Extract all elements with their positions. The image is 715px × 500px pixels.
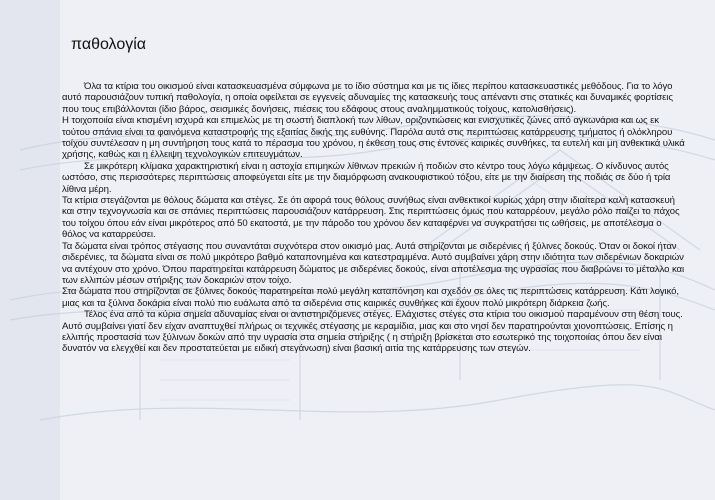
paragraph-4: Τα κτίρια στεγάζονται με θόλους δώματα και στέγες. Σε ότι αφορά τους θόλους συνήθως είναι ανθεκτικοί κυρίως χάρη στην ιδιαίτερα καλή κατασκευή και στην τεχνογνωσία και σε σπάνιες περιπτώσεις παρουσιάζουν κατάρρευση. Στις περιπτώσεις όμως που καταρρέουν, μεγάλο ρόλο παίζει το πάχος του τοίχου όπου εάν είναι μικρότερος από 50 εκατοστά, με την πάροδο του χρόνου δεν καταφέρνει να συγκρατήσει τις ωθήσεις, με αποτέλεσμα ο θόλος να καταρρεύσει. — [62, 195, 680, 241]
page-margin-band — [0, 0, 60, 500]
paragraph-6: Στα δώματα που στηρίζονται σε ξύλινες δοκούς παρατηρείται πολύ μεγάλη καταπόνηση και σχεδόν σε όλες τις περιπτώσεις κατάρρευση. Κάτι λογικό, μιας και τα ξύλινα δοκάρια είναι πολύ πιο ευάλωτα από τα σιδερένια στις καιρικές συνθήκες και έχουν πολύ μικρότερη διάρκεια ζωής. — [62, 286, 679, 309]
body-text — [62, 81, 688, 355]
page-title: παθολογία — [71, 36, 147, 53]
paragraph-2: Η τοιχοποιία είναι κτισμένη ισχυρά και επιμελώς με τη σωστή διαπλοκή των λίθων, οριζοντιώσεις και ενισχυτικές ζώνες από αγκωνάρια και ως εκ τούτου σπάνια είναι τα φαινόμενα καταστροφής της εξαιτίας δικής της ευθύνης. Παρόλα αυτά στις περιπτώσεις κατάρρευσης τμήματος ή ολόκληρου τοίχου συντέλεσαν η μη συντήρηση τους κατά το πέρασμα του χρόνου, η έκθεση τους στις έντονες καιρικές συνθήκες, τα ευτελή και μη ανθεκτικά υλικά χρήσης, καθώς και η έλλειψη τεχνολογικών επιτευγμάτων. — [62, 115, 685, 161]
paragraph-3: Σε μικρότερη κλίμακα χαρακτηριστική είναι η αστοχία επιμηκών λίθινων πρεκιών ή ποδιών στο κέντρο τους λόγω κάμψεως. Ο κίνδυνος αυτός ωστόσο, στις περισσότερες περιπτώσεις αποφεύγεται είτε με την διαμόρφωση ανακουφιστικού τόξου, είτε με την διαίρεση της ποδιάς σε δύο ή τρία λίθινα μέρη. — [62, 160, 671, 195]
paragraph-5: Τα δώματα είναι τρόπος στέγασης που συναντάται συχνότερα στον οικισμό μας. Αυτά στηρίζονται με σιδερένιες ή ξύλινες δοκούς. Όταν οι δοκοί ήταν σιδερένιες, τα δώματα είναι σε πολύ μικρότερο βαθμό καταπονημένα και κατεστραμμένα. Αυτό συμβαίνει χάρη στην ιδιότητα των σιδερένιων δοκαριών να αντέχουν στο χρόνο. Όπου παρατηρείται κατάρρευση δώματος με σιδερένιες δοκούς, είναι αποτέλεσμα της υγρασίας που διαβρώνει το μέταλλο και των ελλιπών μέσων στήριξης των δοκαριών στον τοίχο. — [62, 240, 685, 286]
paragraph-1: Όλα τα κτίρια του οικισμού είναι κατασκευασμένα σύμφωνα με το ίδιο σύστημα και με τις ίδιες περίπου κατασκευαστικές μεθόδους. Για το λόγο αυτό παρουσιάζουν τυπική παθολογία, η οποία οφείλεται σε εγγενείς αδυναμίες της κατασκευής τους απέναντι στις στατικές και δυναμικές φορτίσεις που τους επιβάλλονται (ίδιο βάρος, σεισμικές δονήσεις, πιέσεις του εδάφους στους αναλημματικούς τοίχους, κατολισθήσεις). — [62, 81, 673, 115]
paragraph-7: Τέλος ένα από τα κύρια σημεία αδυναμίας είναι οι αντιστηριζόμενες στέγες. Ελάχιστες στέγες στα κτίρια του οικισμού παραμένουν στη θέση τους. Αυτό συμβαίνει γιατί δεν είχαν αναπτυχθεί πλήρως οι τεχνικές στέγασης με κεραμίδια, μιας και στο νησί δεν παρατηρούνται χιονοπτώσεις. Επίσης η ελλιπής προστασία των ξύλινων δοκών από την υγρασία στα σημεία στήριξης ( η στήριξη βρίσκεται στο εσωτερικό της τοιχοποιίας όπου δεν είναι δυνατόν να ελεγχθεί και δεν προστατεύεται με ειδική στεγάνωση) είναι βασική αιτία της κατάρρευσης των στεγών. — [62, 309, 683, 355]
